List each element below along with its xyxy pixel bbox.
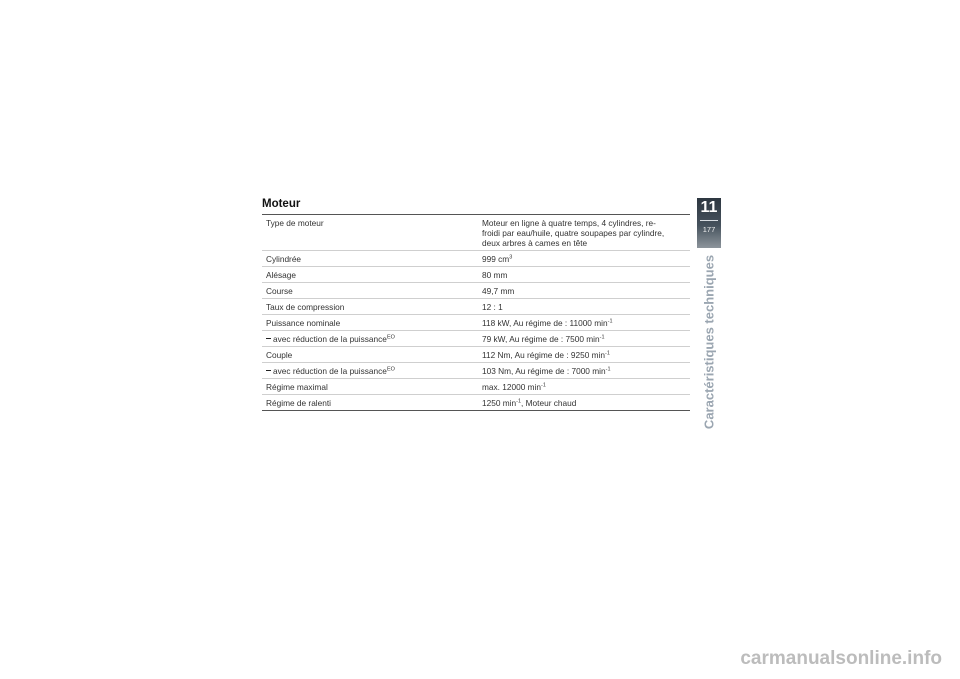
table-row (262, 315, 690, 331)
spec-label: Régime de ralenti (266, 397, 332, 408)
spec-value: 103 Nm, Au régime de : 7000 $\min^{-1}$ (482, 365, 611, 376)
table-row (262, 331, 690, 347)
dash-icon (266, 338, 271, 340)
spec-value: max. 12000 $\min^{-1}$ (482, 381, 546, 392)
spec-value: 12 : 1 (482, 301, 503, 312)
watermark: carmanualsonline.info (740, 648, 942, 669)
table-row (262, 379, 690, 395)
table-row (262, 251, 690, 267)
spec-label: avec réduction de la puissance$^{EO}$ (262, 363, 476, 379)
spec-label: Couple (266, 349, 293, 360)
section-title: Moteur (262, 198, 301, 210)
chapter-title: Caractéristiques techniques (701, 254, 717, 430)
table-row (262, 215, 690, 251)
chapter-number: 11 (700, 199, 718, 216)
spec-label: avec réduction de la puissance$^{EO}$ (262, 331, 476, 347)
table-row (262, 363, 690, 379)
spec-label: Cylindrée (266, 253, 302, 264)
spec-value: 1250 $\min^{-1}$, Moteur chaud (482, 397, 577, 408)
spec-label: Course (266, 285, 293, 296)
chapter-divider (700, 220, 718, 221)
spec-value: 80 mm (482, 269, 508, 280)
page-number: 177 (702, 225, 716, 234)
spec-value: 118 kW, Au régime de : 11000 $\min^{-1}$ (482, 317, 613, 328)
spec-label: Régime maximal (266, 381, 328, 392)
spec-label: Alésage (266, 269, 296, 280)
table-row (262, 299, 690, 315)
spec-value: 79 kW, Au régime de : 7500 $\min^{-1}$ (482, 333, 605, 344)
spec-value: Moteur en ligne à quatre temps, 4 cylindres, re- froidi par eau/huile, quatre soupapes par cylindre, deux arbres à cames en tête (482, 217, 665, 248)
dash-icon (266, 370, 271, 372)
spec-value: 49,7 mm (482, 285, 515, 296)
spec-label: Type de moteur (266, 217, 324, 228)
spec-value: 999 $cm^3$ (482, 253, 513, 264)
chapter-tab (697, 198, 721, 248)
spec-value: 112 Nm, Au régime de : 9250 $\min^{-1}$ (482, 349, 610, 360)
spec-label: Puissance nominale (266, 317, 341, 328)
table-row (262, 283, 690, 299)
table-row (262, 395, 690, 411)
table-row (262, 267, 690, 283)
engine-spec-table (262, 214, 690, 411)
spec-label: Taux de compression (266, 301, 345, 312)
table-row (262, 347, 690, 363)
